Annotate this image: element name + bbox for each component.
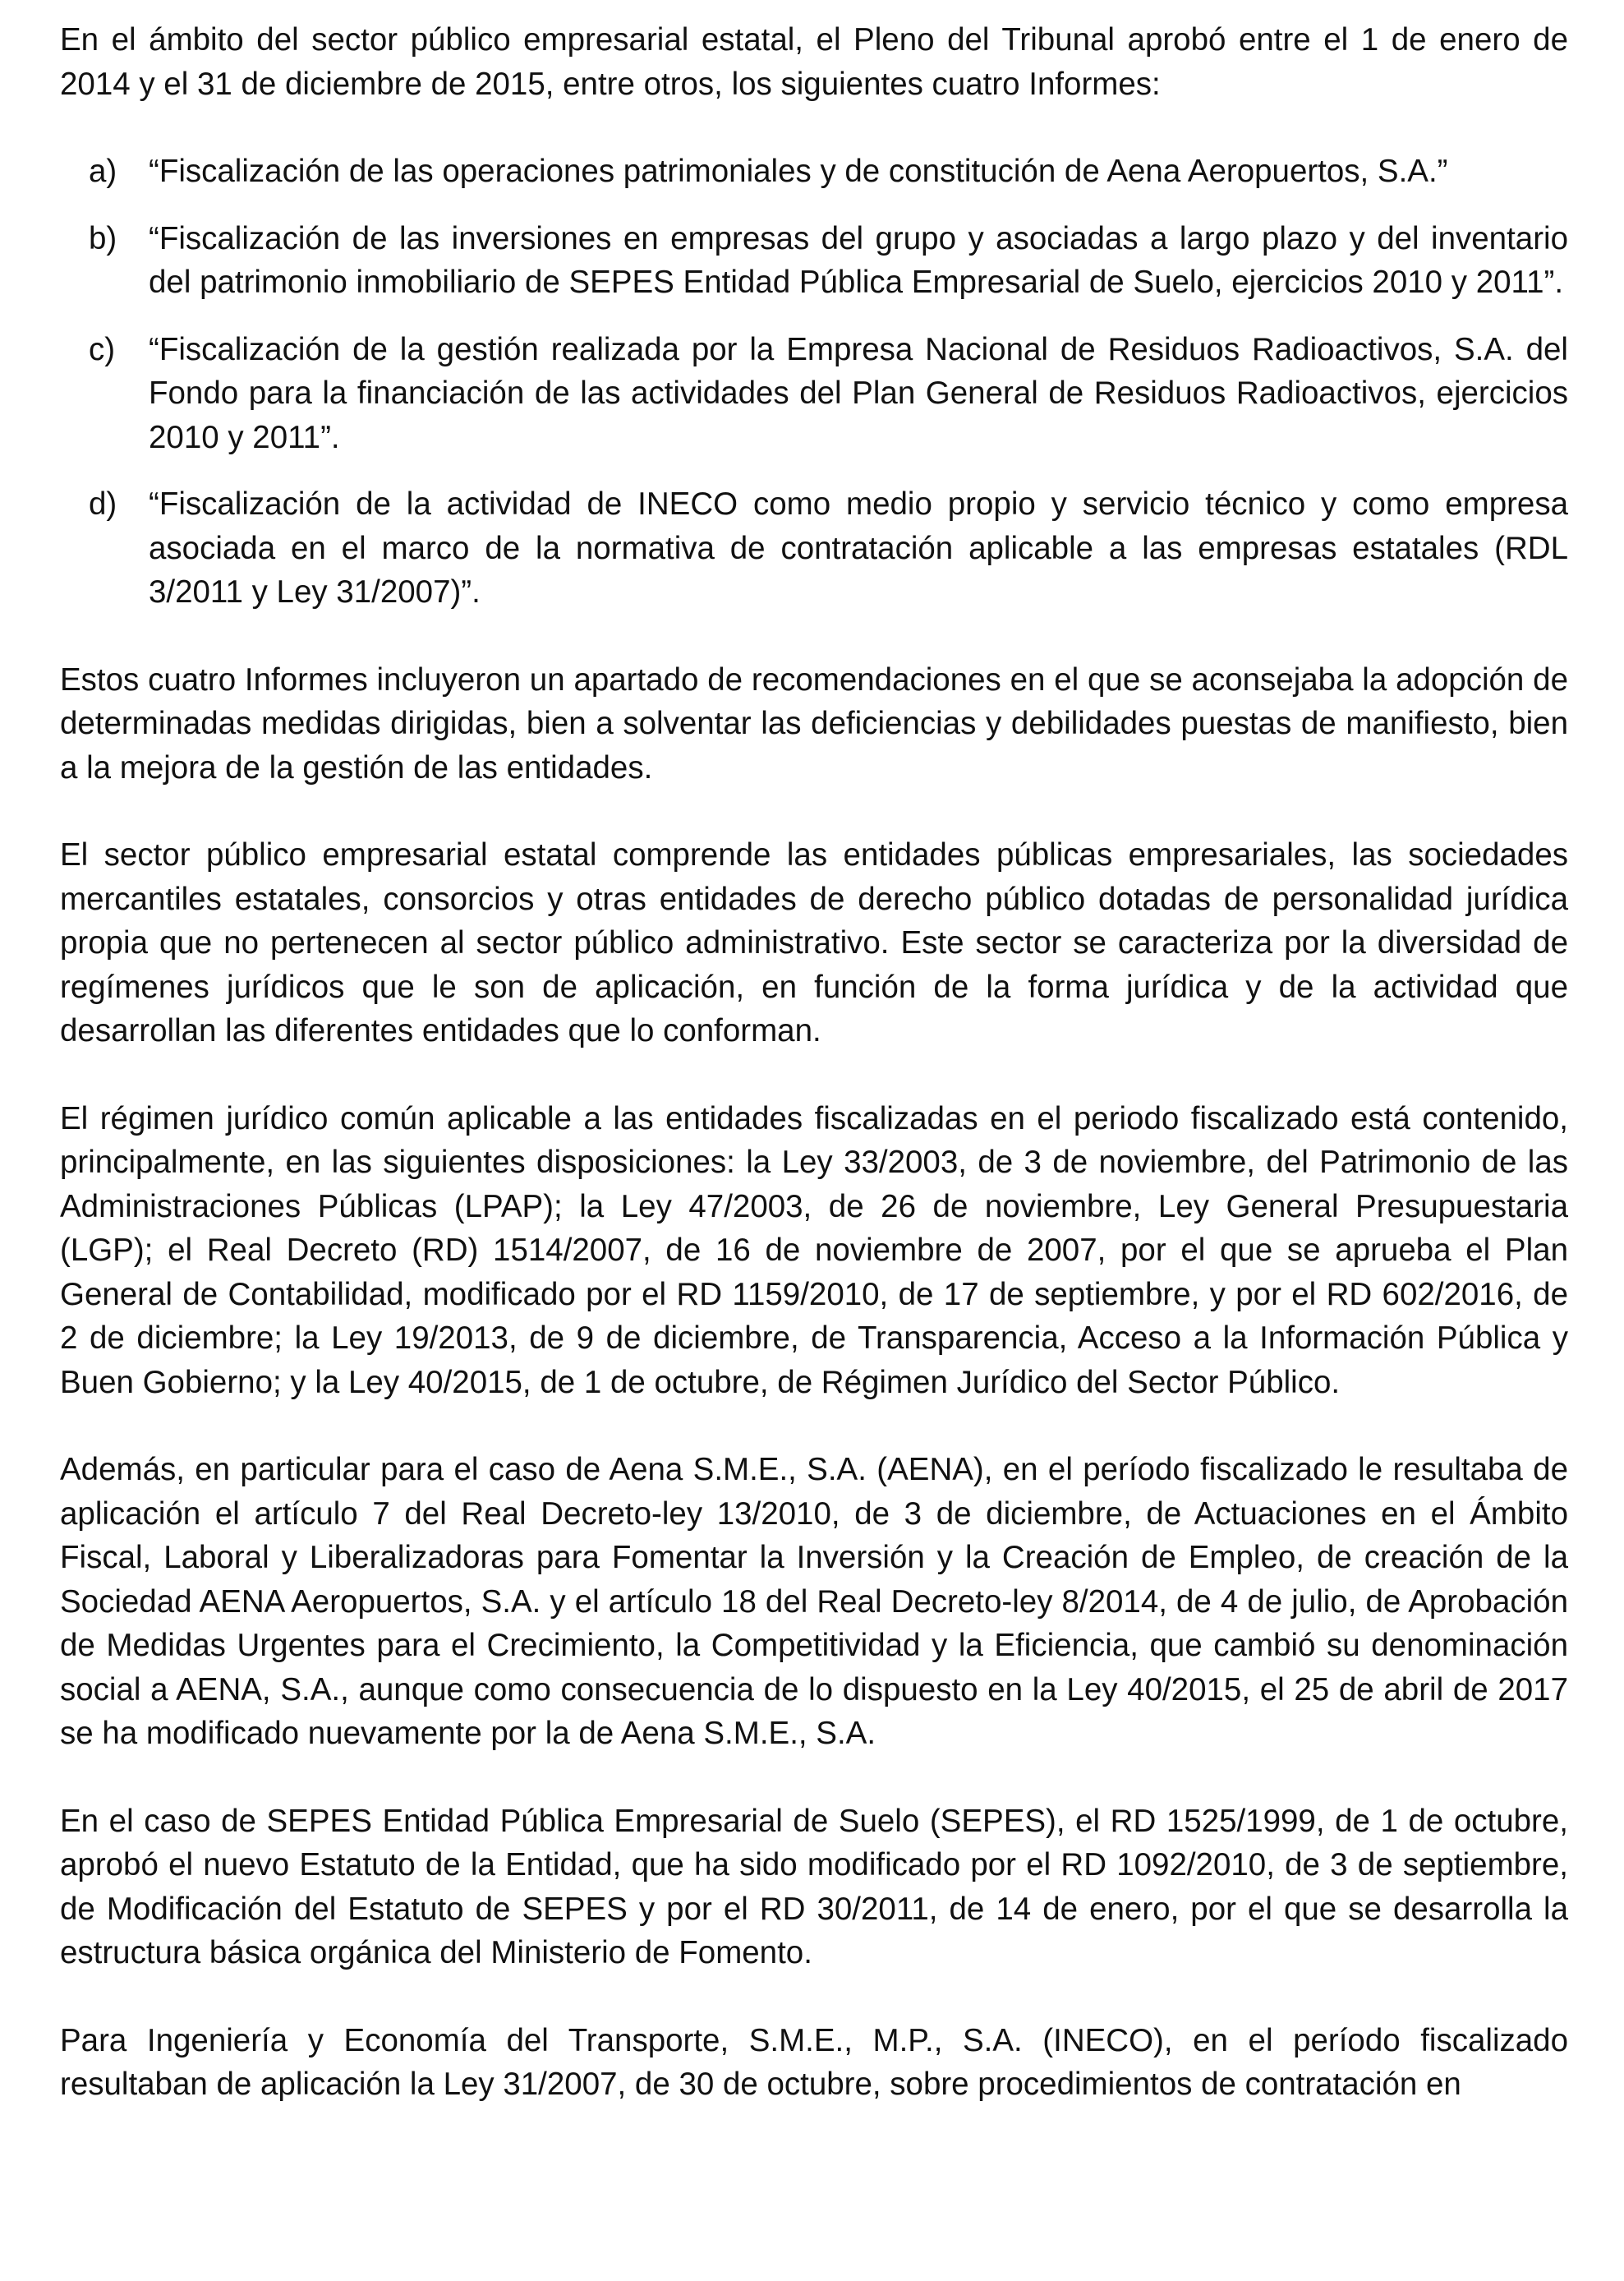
list-item-letter: b) [89, 220, 117, 256]
list-item-letter: d) [89, 486, 117, 522]
sector-definition-paragraph: El sector público empresarial estatal comprende las entidades públicas empresariales, las sociedades mercantiles estatales, consorcios y otras entidades de derecho público dotadas de personalidad jurídica propia que no pertenecen al sector público administrativo. Este sector se caracteriza por la diversidad de regímenes jurídicos que le son de aplicación, en función de la forma jurídica y de la actividad que desarrollan las diferentes entidades que lo conforman. [60, 837, 1568, 1048]
sepes-paragraph: En el caso de SEPES Entidad Pública Empresarial de Suelo (SEPES), el RD 1525/1999, de 1 de octubre, aprobó el nuevo Estatuto de la Entidad, que ha sido modificado por el RD 1092/2010, de 3 de septiembre, de Modificación del Estatuto de SEPES y por el RD 30/2011, de 14 de enero, por el que se desarrolla la estructura básica orgánica del Ministerio de Fomento. [60, 1803, 1568, 1970]
ineco-paragraph: Para Ingeniería y Economía del Transporte, S.M.E., M.P., S.A. (INECO), en el período fiscalizado resultaban de aplicación la Ley 31/2007, de 30 de octubre, sobre procedimientos de contratación en [60, 2022, 1568, 2102]
list-item-text: “Fiscalización de las operaciones patrimoniales y de constitución de Aena Aeropuertos, S.A.” [149, 154, 1448, 189]
list-item-letter: c) [89, 331, 116, 367]
list-item-letter: a) [89, 154, 117, 189]
aena-paragraph: Además, en particular para el caso de Aena S.M.E., S.A. (AENA), en el período fiscalizado le resultaba de aplicación el artículo 7 del Real Decreto-ley 13/2010, de 3 de diciembre, de Actuaciones en el Ámbito Fiscal, Laboral y Liberalizadoras para Fomentar la Inversión y la Creación de Empleo, de creación de la Sociedad AENA Aeropuertos, S.A. y el artículo 18 del Real Decreto-ley 8/2014, de 4 de julio, de Aprobación de Medidas Urgentes para el Crecimiento, la Competitividad y la Eficiencia, que cambió su denominación social a AENA, S.A., aunque como consecuencia de lo dispuesto en la Ley 40/2015, el 25 de abril de 2017 se ha modificado nuevamente por la de Aena S.M.E., S.A. [60, 1452, 1568, 1751]
list-item [60, 150, 1568, 194]
list-item [60, 217, 1568, 305]
list-item-text: “Fiscalización de las inversiones en empresas del grupo y asociadas a largo plazo y del inventario del patrimonio inmobiliario de SEPES Entidad Pública Empresarial de Suelo, ejercicios 2010 y 2011”. [149, 220, 1568, 300]
legal-framework-paragraph: El régimen jurídico común aplicable a las entidades fiscalizadas en el periodo fiscalizado está contenido, principalmente, en las siguientes disposiciones: la Ley 33/2003, de 3 de noviembre, del Patrimonio de las Administraciones Públicas (LPAP); la Ley 47/2003, de 26 de noviembre, Ley General Presupuestaria (LGP); el Real Decreto (RD) 1514/2007, de 16 de noviembre de 2007, por el que se aprueba el Plan General de Contabilidad, modificado por el RD 1159/2010, de 17 de septiembre, y por el RD 602/2016, de 2 de diciembre; la Ley 19/2013, de 9 de diciembre, de Transparencia, Acceso a la Información Pública y Buen Gobierno; y la Ley 40/2015, de 1 de octubre, de Régimen Jurídico del Sector Público. [60, 1100, 1568, 1400]
list-item-text: “Fiscalización de la actividad de INECO como medio propio y servicio técnico y como empresa asociada en el marco de la normativa de contratación aplicable a las empresas estatales (RDL 3/2011 y Ley 31/2007)”. [149, 486, 1568, 610]
list-item [60, 328, 1568, 460]
list-item-text: “Fiscalización de la gestión realizada por la Empresa Nacional de Residuos Radioactivos, S.A. del Fondo para la financiación de las actividades del Plan General de Residuos Radioactivos, ejercicios 2010 y 2011”. [149, 331, 1568, 455]
list-item [60, 482, 1568, 615]
intro-paragraph: En el ámbito del sector público empresarial estatal, el Pleno del Tribunal aprobó entre el 1 de enero de 2014 y el 31 de diciembre de 2015, entre otros, los siguientes cuatro Informes: [60, 22, 1568, 102]
report-list [60, 150, 1568, 615]
recommendations-paragraph: Estos cuatro Informes incluyeron un apartado de recomendaciones en el que se aconsejaba la adopción de determinadas medidas dirigidas, bien a solventar las deficiencias y debilidades puestas de manifiesto, bien a la mejora de la gestión de las entidades. [60, 661, 1568, 786]
